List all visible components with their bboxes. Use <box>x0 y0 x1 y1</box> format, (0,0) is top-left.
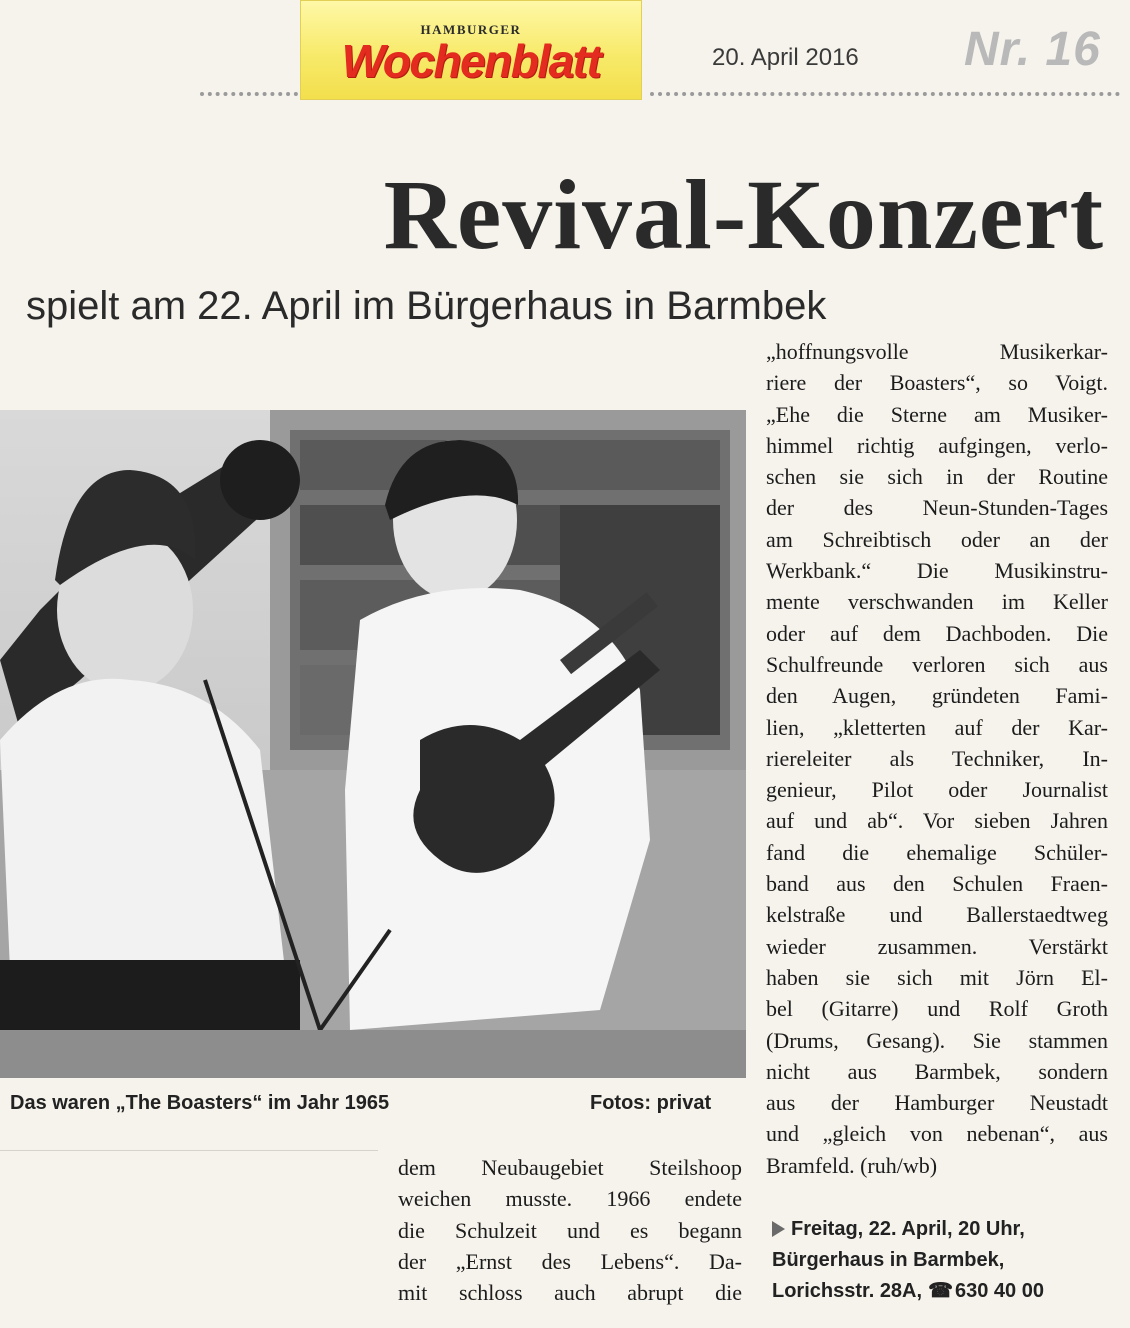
text-line: am Schreibtisch oder an der <box>766 526 1108 552</box>
text-line: die Schulzeit und es begann <box>398 1217 742 1243</box>
article-headline: Revival-Konzert <box>383 159 1104 270</box>
text-line: lien, „kletterten auf der Kar- <box>766 714 1108 740</box>
text-line: Werkbank.“ Die Musikinstru- <box>766 558 1108 584</box>
text-line: kelstraße und Ballerstaedtweg <box>766 902 1108 928</box>
text-line: und „gleich von nebenan“, aus <box>766 1121 1108 1147</box>
text-line: fand die ehemalige Schüler- <box>766 839 1108 865</box>
text-line: Bramfeld. (ruh/wb) <box>766 1152 938 1178</box>
text-line: (Drums, Gesang). Sie stammen <box>766 1027 1108 1053</box>
text-line: der „Ernst des Lebens“. Da- <box>398 1248 742 1274</box>
article-column-bottom <box>398 1152 742 1308</box>
dotted-rule-left <box>200 92 298 96</box>
text-line: dem Neubaugebiet Steilshoop <box>398 1155 742 1180</box>
clipping-edge <box>0 1150 378 1151</box>
logo-name: Wochenblatt <box>341 35 601 87</box>
text-line: mente verschwanden im Keller <box>766 589 1108 615</box>
event-phone: 630 40 00 <box>954 1280 1044 1302</box>
text-line: auf und ab“. Vor sieben Jahren <box>766 808 1108 834</box>
text-line: weichen musste. 1966 endete <box>398 1186 742 1212</box>
event-date: Freitag, 22. April, 20 Uhr, <box>791 1218 1025 1240</box>
issue-number: Nr. 16 <box>964 23 1101 76</box>
photo-credit: Fotos: privat <box>590 1092 712 1114</box>
event-info <box>772 1214 1044 1307</box>
text-line: Schulfreunde verloren sich aus <box>766 651 1108 677</box>
text-line: aus der Hamburger Neustadt <box>766 1090 1108 1116</box>
text-line: band aus den Schulen Fraen- <box>766 871 1108 897</box>
event-address: Lorichsstr. 28A, <box>772 1280 923 1302</box>
text-line: der des Neun-Stunden-Tages <box>766 495 1108 521</box>
issue-date: 20. April 2016 <box>712 44 859 71</box>
phone-icon: ☎ <box>928 1280 953 1302</box>
text-line: schen sie sich in der Routine <box>766 464 1108 490</box>
text-line: wieder zusammen. Verstärkt <box>766 933 1108 959</box>
text-line: haben sie sich mit Jörn El- <box>766 964 1108 990</box>
event-venue: Bürgerhaus in Barmbek, <box>772 1249 1005 1271</box>
text-line: bel (Gitarre) und Rolf Groth <box>766 996 1108 1022</box>
article-subline: spielt am 22. April im Bürgerhaus in Barmbek <box>26 284 827 328</box>
text-line: „hoffnungsvolle Musikerkar- <box>766 339 1108 364</box>
dotted-rule-right <box>650 92 1120 96</box>
text-line: oder auf dem Dachboden. Die <box>766 620 1108 646</box>
photo-caption: Das waren „The Boasters“ im Jahr 1965 <box>10 1092 390 1114</box>
newspaper-logo <box>300 0 642 100</box>
logo-kicker: HAMBURGER <box>420 22 522 37</box>
text-line: riereleiter als Techniker, In- <box>766 745 1108 771</box>
text-line: himmel richtig aufgingen, verlo- <box>766 432 1108 458</box>
text-line: riere der Boasters“, so Voigt. <box>766 370 1108 396</box>
band-photo <box>0 410 746 1078</box>
text-line: mit schloss auch abrupt die <box>398 1280 742 1306</box>
text-line: den Augen, gründeten Fami- <box>766 683 1108 709</box>
event-date-line <box>772 1214 1044 1245</box>
article-column-right <box>766 336 1108 1181</box>
arrow-icon <box>772 1221 785 1237</box>
text-line: genieur, Pilot oder Journalist <box>766 777 1108 803</box>
text-line: nicht aus Barmbek, sondern <box>766 1058 1108 1084</box>
text-line: „Ehe die Sterne am Musiker- <box>766 401 1108 427</box>
event-address-line <box>772 1276 1044 1307</box>
